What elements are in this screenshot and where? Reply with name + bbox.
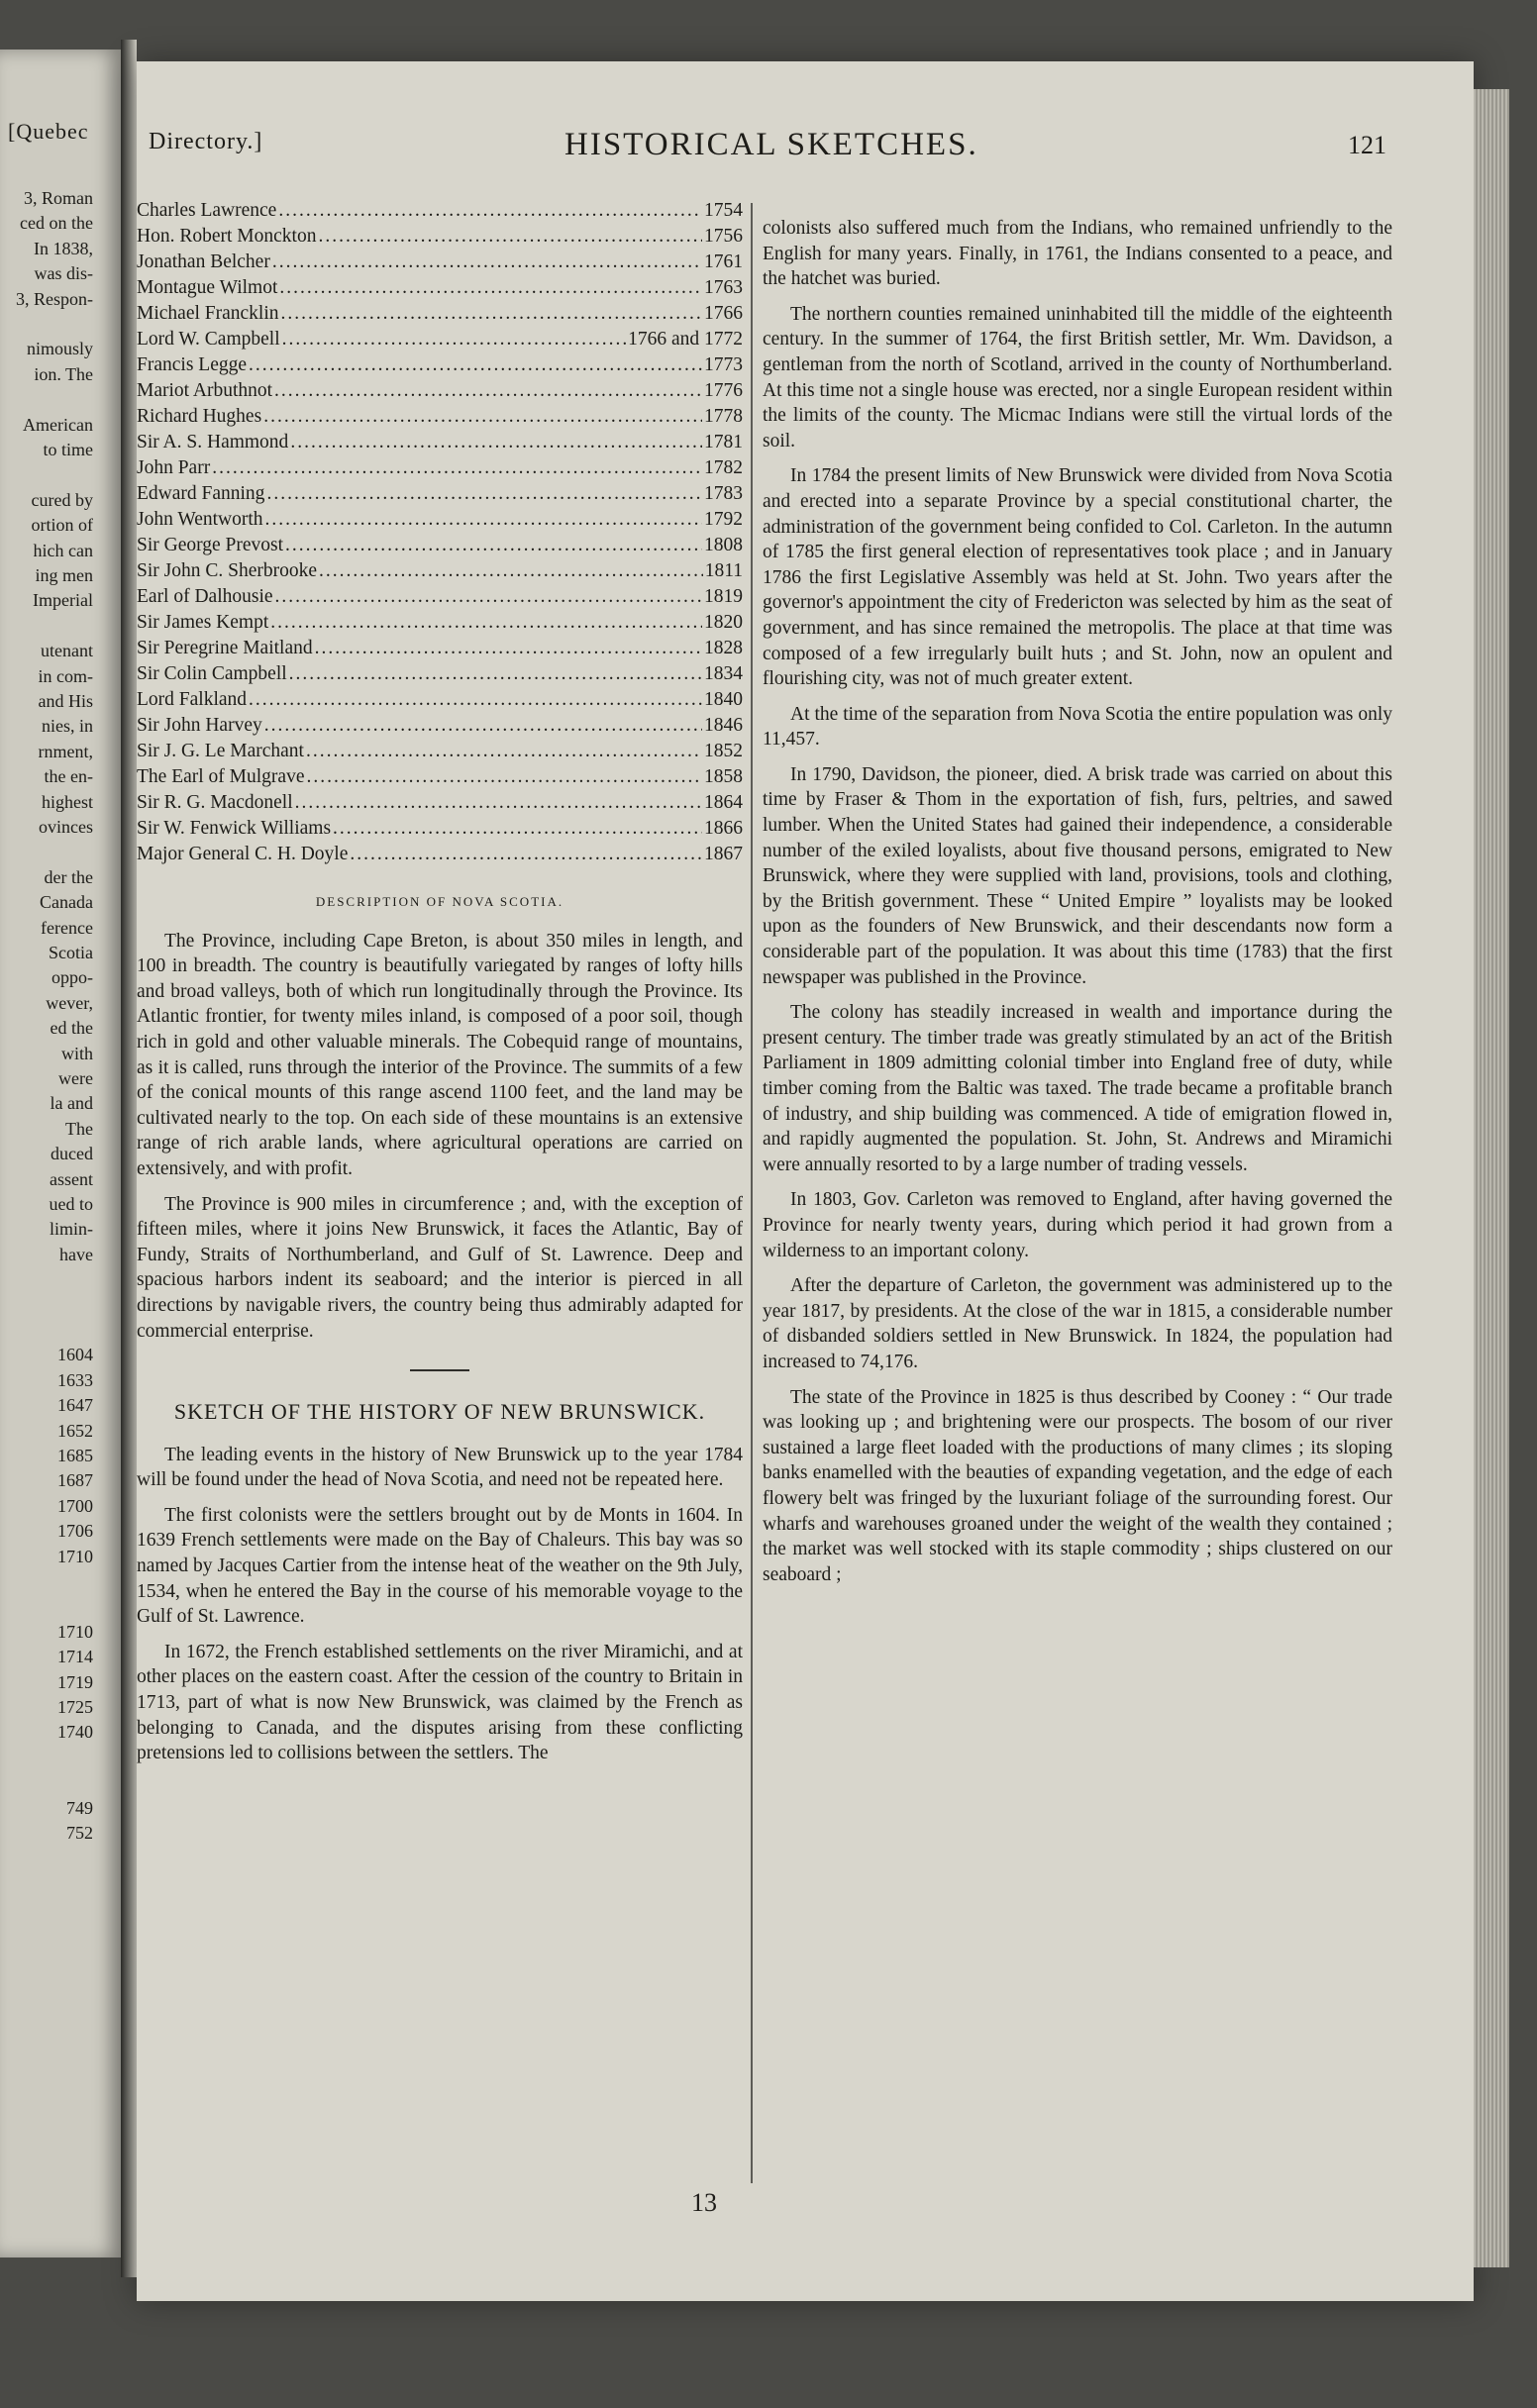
governor-name: Sir Colin Campbell	[137, 663, 287, 684]
governor-row	[137, 558, 743, 584]
facing-page-line: cured by	[31, 489, 93, 510]
page-edges	[1474, 89, 1509, 2267]
governor-row	[137, 224, 743, 250]
governor-name: Montague Wilmot	[137, 277, 278, 298]
facing-page-line: 1710	[57, 1621, 93, 1642]
governor-name: Mariot Arbuthnot	[137, 380, 273, 401]
governor-year: 1819	[704, 586, 743, 607]
right-column	[763, 216, 1392, 1597]
facing-page-line: 1687	[57, 1470, 93, 1491]
facing-page-line: 3, Roman	[24, 188, 93, 208]
leader-dots	[318, 224, 702, 250]
governor-year: 1840	[704, 689, 743, 710]
paragraph: The leading events in the history of New Brunswick up to the year 1784 will be found under the head of Nova Scotia, and need not be repeated here.	[137, 1444, 743, 1491]
facing-page-line: highest	[42, 791, 93, 812]
leader-dots	[281, 301, 703, 327]
governor-row	[137, 842, 743, 867]
facing-page-line: was dis-	[34, 263, 93, 284]
governor-name: Jonathan Belcher	[137, 251, 270, 272]
nova-scotia-text	[137, 929, 743, 1345]
section-divider	[410, 1369, 469, 1371]
nova-scotia-heading: DESCRIPTION OF NOVA SCOTIA.	[315, 894, 564, 909]
book-gutter	[121, 40, 137, 2277]
facing-page-line: and His	[38, 691, 93, 711]
facing-page-line: Canada	[40, 892, 93, 913]
governor-name: Francis Legge	[137, 354, 248, 375]
leader-dots	[306, 739, 702, 764]
governor-year: 1846	[704, 715, 743, 736]
leader-dots	[274, 378, 702, 404]
new-brunswick-text-left	[137, 1443, 743, 1766]
governor-row	[137, 327, 743, 352]
leader-dots	[275, 584, 702, 610]
governor-name: Sir George Prevost	[137, 535, 284, 555]
facing-page-line: Scotia	[49, 943, 93, 962]
page-title: HISTORICAL SKETCHES.	[564, 127, 978, 162]
leader-dots	[285, 533, 702, 558]
governor-row	[137, 430, 743, 455]
governor-name: Sir W. Fenwick Williams	[137, 818, 332, 839]
governor-name: Richard Hughes	[137, 406, 262, 427]
facing-page-line: Imperial	[33, 590, 93, 611]
facing-page-line: 1700	[57, 1495, 93, 1516]
facing-page-line: American	[23, 414, 93, 435]
facing-page-line: were	[58, 1068, 93, 1088]
governor-year: 1766	[704, 303, 743, 324]
facing-page-line: 1714	[57, 1647, 93, 1667]
governor-year: 1867	[704, 844, 743, 864]
header-directory: Directory.]	[149, 129, 263, 154]
governor-name: Michael Francklin	[137, 303, 279, 324]
facing-page-line: in com-	[38, 665, 93, 686]
governor-row	[137, 301, 743, 327]
governor-row	[137, 739, 743, 764]
facing-page-line: duced	[51, 1144, 93, 1164]
facing-page-line: 1652	[57, 1420, 93, 1441]
facing-page-line: ing men	[35, 565, 93, 585]
paragraph: The first colonists were the settlers brought out by de Monts in 1604. In 1639 French settlements were made on the Bay of Chaleurs. This bay was so named by Jacques Cartier from the intense heat of the weather on the 9th July, 1534, when he entered the Bay in the course of his memorable voyage to the Gulf of St. Lawrence.	[137, 1504, 743, 1628]
governor-row	[137, 610, 743, 636]
governor-year: 1761	[704, 251, 743, 272]
facing-page-line: ed the	[50, 1018, 93, 1039]
leader-dots	[289, 661, 702, 687]
facing-page-line: 1633	[57, 1369, 93, 1390]
leader-dots	[263, 404, 702, 430]
governor-row	[137, 636, 743, 661]
leader-dots	[249, 352, 702, 378]
signature-mark: 13	[691, 2188, 717, 2217]
running-header	[149, 117, 1386, 172]
facing-page-line: 752	[66, 1823, 93, 1843]
governor-row	[137, 250, 743, 275]
governor-year: 1766 and 1772	[628, 329, 743, 350]
governor-name: John Wentworth	[137, 509, 263, 530]
facing-page-line: to time	[43, 440, 93, 459]
facing-page-line: nimously	[26, 339, 93, 359]
leader-dots	[272, 250, 702, 275]
leader-dots	[266, 481, 702, 507]
facing-page-line: ference	[41, 917, 93, 938]
facing-page-line: ced on the	[20, 213, 93, 234]
facing-page-line: 1719	[57, 1671, 93, 1692]
governor-name: Sir John Harvey	[137, 715, 262, 736]
left-column	[137, 198, 743, 1776]
facing-page-line: In 1838,	[34, 238, 93, 258]
governor-row	[137, 584, 743, 610]
governor-year: 1754	[704, 200, 743, 221]
paragraph: In 1790, Davidson, the pioneer, died. A brisk trade was carried on about this time by Fraser & Thom in the exportation of fish, furs, peltries, and sawed lumber. When the United States had gained their independence, a considerable number of the exiled loyalists, about five thousand persons, emigrated to New Brunswick, where they were supplied with land, provisions, tools and clothing, by the British government. These “ United Empire ” loyalists may be looked upon as the founders of New Brunswick, and their descendants now form a considerable part of the population. It was about this time (1783) that the first newspaper was published in the Province.	[763, 763, 1392, 988]
governor-row	[137, 275, 743, 301]
governor-name: Lord Falkland	[137, 689, 248, 710]
governor-year: 1781	[704, 432, 743, 452]
facing-page-line: der the	[44, 866, 93, 887]
facing-page-line: 1706	[57, 1521, 93, 1542]
leader-dots	[315, 636, 702, 661]
governor-row	[137, 352, 743, 378]
facing-page-fragment	[0, 50, 121, 2258]
governor-name: Sir J. G. Le Marchant	[137, 741, 304, 761]
governor-row	[137, 661, 743, 687]
leader-dots	[319, 558, 703, 584]
governor-year: 1783	[704, 483, 743, 504]
facing-page-line: the en-	[44, 766, 93, 787]
governor-row	[137, 404, 743, 430]
facing-page-line: 1710	[57, 1546, 93, 1566]
governor-name: Charles Lawrence	[137, 200, 277, 221]
facing-page-line: la and	[50, 1093, 93, 1114]
governor-year: 1776	[704, 380, 743, 401]
governor-row	[137, 455, 743, 481]
leader-dots	[278, 198, 702, 224]
governor-name: Sir R. G. Macdonell	[137, 792, 293, 813]
column-rule	[751, 203, 753, 2183]
facing-page-line: utenant	[41, 641, 93, 661]
paragraph: The state of the Province in 1825 is thus described by Cooney : “ Our trade was looking up ; and brightening were our prospects. The bosom of our river sustained a large fleet loaded with the productions of many climes ; its sloping banks enamelled with the beauties of expanding vegetation, and the edge of each flowery belt was fringed by the luxuriant foliage of the surrounding forest. Our wharfs and warehouses groaned under the weight of the wealth they contained ; the market was well stocked with its staple commodity ; ships clustered on our seaboard ;	[763, 1386, 1392, 1585]
leader-dots	[350, 842, 702, 867]
governor-year: 1828	[704, 638, 743, 658]
facing-page-line: have	[59, 1244, 93, 1264]
page-number: 121	[1348, 131, 1386, 159]
governor-name: John Parr	[137, 457, 211, 478]
governor-row	[137, 790, 743, 816]
leader-dots	[265, 507, 702, 533]
paragraph: colonists also suffered much from the Indians, who remained unfriendly to the English for many years. Finally, in 1761, the Indians consented to a peace, and the hatchet was buried.	[763, 218, 1392, 290]
leader-dots	[249, 687, 702, 713]
facing-page-line: limin-	[50, 1219, 93, 1240]
facing-page-line: ued to	[49, 1194, 93, 1214]
governor-name: Sir Peregrine Maitland	[137, 638, 313, 658]
paragraph: In 1784 the present limits of New Brunswick were divided from Nova Scotia and erected into a separate Province by a special constitutional charter, the administration of the government being confided to Col. Carleton. In the autumn of 1785 the first general election of representatives took place ; and in January 1786 the first Legislative Assembly was held at St. John. Two years after the governor's appointment the city of Fredericton was selected by him as the seat of government, and has since remained the metropolis. The place at that time was composed of a few irregularly built huts ; and St. John, now an opulent and flourishing city, was not of much greater extent.	[763, 465, 1392, 690]
facing-page-line: 749	[66, 1797, 93, 1818]
facing-page-line: ovinces	[39, 817, 93, 837]
governor-year: 1864	[704, 792, 743, 813]
paragraph: The northern counties remained uninhabited till the middle of the eighteenth century. In the summer of 1764, the first British settler, Mr. Wm. Davidson, a gentleman from the north of Scotland, arrived in the county of Northumberland. At this time not a single house was erected, nor a single European resident within the limits of the county. The Micmac Indians were still the virtual lords of the soil.	[763, 303, 1392, 452]
governor-year: 1778	[704, 406, 743, 427]
governor-year: 1834	[704, 663, 743, 684]
governor-year: 1782	[704, 457, 743, 478]
governors-list	[137, 198, 743, 867]
paragraph: After the departure of Carleton, the government was administered up to the year 1817, by presidents. At the close of the war in 1815, a considerable number of disbanded soldiers settled in New Brunswick. In 1824, the population had increased to 74,176.	[763, 1275, 1392, 1372]
governor-year: 1756	[704, 226, 743, 247]
leader-dots	[270, 610, 702, 636]
leader-dots	[306, 764, 702, 790]
governor-name: Sir A. S. Hammond	[137, 432, 289, 452]
facing-page-line: rnment,	[38, 741, 93, 761]
facing-page-line: 1604	[57, 1345, 93, 1365]
leader-dots	[333, 816, 702, 842]
governor-year: 1773	[704, 354, 743, 375]
governor-year: 1852	[704, 741, 743, 761]
governor-row	[137, 713, 743, 739]
governor-row	[137, 764, 743, 790]
facing-page-line: wever,	[46, 992, 93, 1013]
facing-page-line: The	[65, 1118, 93, 1139]
paragraph: In 1672, the French established settlements on the river Miramichi, and at other places on the eastern coast. After the cession of the country to Britain in 1713, part of what is now New Brunswick, was claimed by the French as belonging to Canada, and the disputes arising from these conflicting pretensions led to collisions between the settlers. The	[137, 1641, 743, 1764]
governor-row	[137, 816, 743, 842]
facing-page-line: ortion of	[31, 515, 93, 536]
facing-page-line: with	[60, 1043, 93, 1063]
governor-name: Sir James Kempt	[137, 612, 269, 633]
governor-name: Earl of Dalhousie	[137, 586, 273, 607]
leader-dots	[295, 790, 702, 816]
governor-name: Sir John C. Sherbrooke	[137, 560, 317, 581]
paragraph: The colony has steadily increased in wealth and importance during the present century. The timber trade was greatly stimulated by an act of the British Parliament in 1809 admitting colonial timber into England free of duty, while timber coming from the Baltic was taxed. The trade became a profitable branch of industry, and ship building was commenced. A tide of emigration flowed in, and rapidly augmented the population. St. John, St. Andrews and Miramichi were annually resorted to by a large number of trading vessels.	[763, 1002, 1392, 1175]
governor-row	[137, 533, 743, 558]
governor-name: Lord W. Campbell	[137, 329, 280, 350]
governor-name: Edward Fanning	[137, 483, 265, 504]
governor-row	[137, 481, 743, 507]
facing-page-line: assent	[50, 1168, 93, 1189]
leader-dots	[279, 275, 702, 301]
governor-row	[137, 687, 743, 713]
facing-page-line: 1740	[57, 1722, 93, 1743]
facing-page-line: 1685	[57, 1446, 93, 1465]
governor-year: 1811	[704, 560, 743, 581]
facing-page-line: 1647	[57, 1395, 93, 1416]
leader-dots	[290, 430, 702, 455]
facing-page-line: 1725	[57, 1697, 93, 1717]
facing-page-line: oppo-	[51, 967, 93, 988]
leader-dots	[282, 327, 626, 352]
governor-name: Hon. Robert Monckton	[137, 226, 317, 247]
paragraph: The Province, including Cape Breton, is about 350 miles in length, and 100 in breadth. The country is beautifully variegated by ranges of lofty hills and broad valleys, both of which run longitudinally through the Province. Its Atlantic frontier, for twenty miles inland, is composed of a poor soil, though rich in gold and other valuable minerals. The Cobequid range of mountains, as it is called, runs through the interior of the Province. The summits of a few of the conical mounts of this range ascend 1100 feet, and the land may be cultivated nearly to the top. On each side of these mountains is an extensive range of rich arable lands, where agricultural operations are carried on extensively, and with profit.	[137, 930, 743, 1179]
governor-name: Major General C. H. Doyle	[137, 844, 349, 864]
facing-page-line: nies, in	[42, 716, 93, 737]
governor-year: 1866	[704, 818, 743, 839]
leader-dots	[264, 713, 702, 739]
paragraph: The Province is 900 miles in circumference ; and, with the exception of fifteen miles, where it joins New Brunswick, it faces the Atlantic, Bay of Fundy, Straits of Northumberland, and Gulf of St. Lawrence. Deep and spacious harbors indent its seaboard; and the interior is pierced in all directions by navigable rivers, the country being thus admirably adapted for commercial enterprise.	[137, 1193, 743, 1342]
governor-row	[137, 198, 743, 224]
facing-page-header: [Quebec	[8, 119, 89, 144]
new-brunswick-heading: SKETCH OF THE HISTORY OF NEW BRUNSWICK.	[173, 1399, 706, 1425]
paragraph: At the time of the separation from Nova Scotia the entire population was only 11,457.	[763, 703, 1392, 751]
governor-year: 1763	[704, 277, 743, 298]
governor-name: The Earl of Mulgrave	[137, 766, 305, 787]
governor-row	[137, 378, 743, 404]
paragraph: In 1803, Gov. Carleton was removed to England, after having governed the Province for nearly twenty years, during which period it had grown from a wilderness to an important colony.	[763, 1189, 1392, 1261]
governor-year: 1792	[704, 509, 743, 530]
governor-year: 1808	[704, 535, 743, 555]
governor-year: 1820	[704, 612, 743, 633]
leader-dots	[212, 455, 702, 481]
facing-page-line: ion. The	[34, 363, 93, 384]
facing-page-line: 3, Respon-	[16, 288, 93, 309]
new-brunswick-text-right	[763, 216, 1392, 1587]
governor-year: 1858	[704, 766, 743, 787]
governor-row	[137, 507, 743, 533]
facing-page-line: hich can	[33, 540, 93, 560]
